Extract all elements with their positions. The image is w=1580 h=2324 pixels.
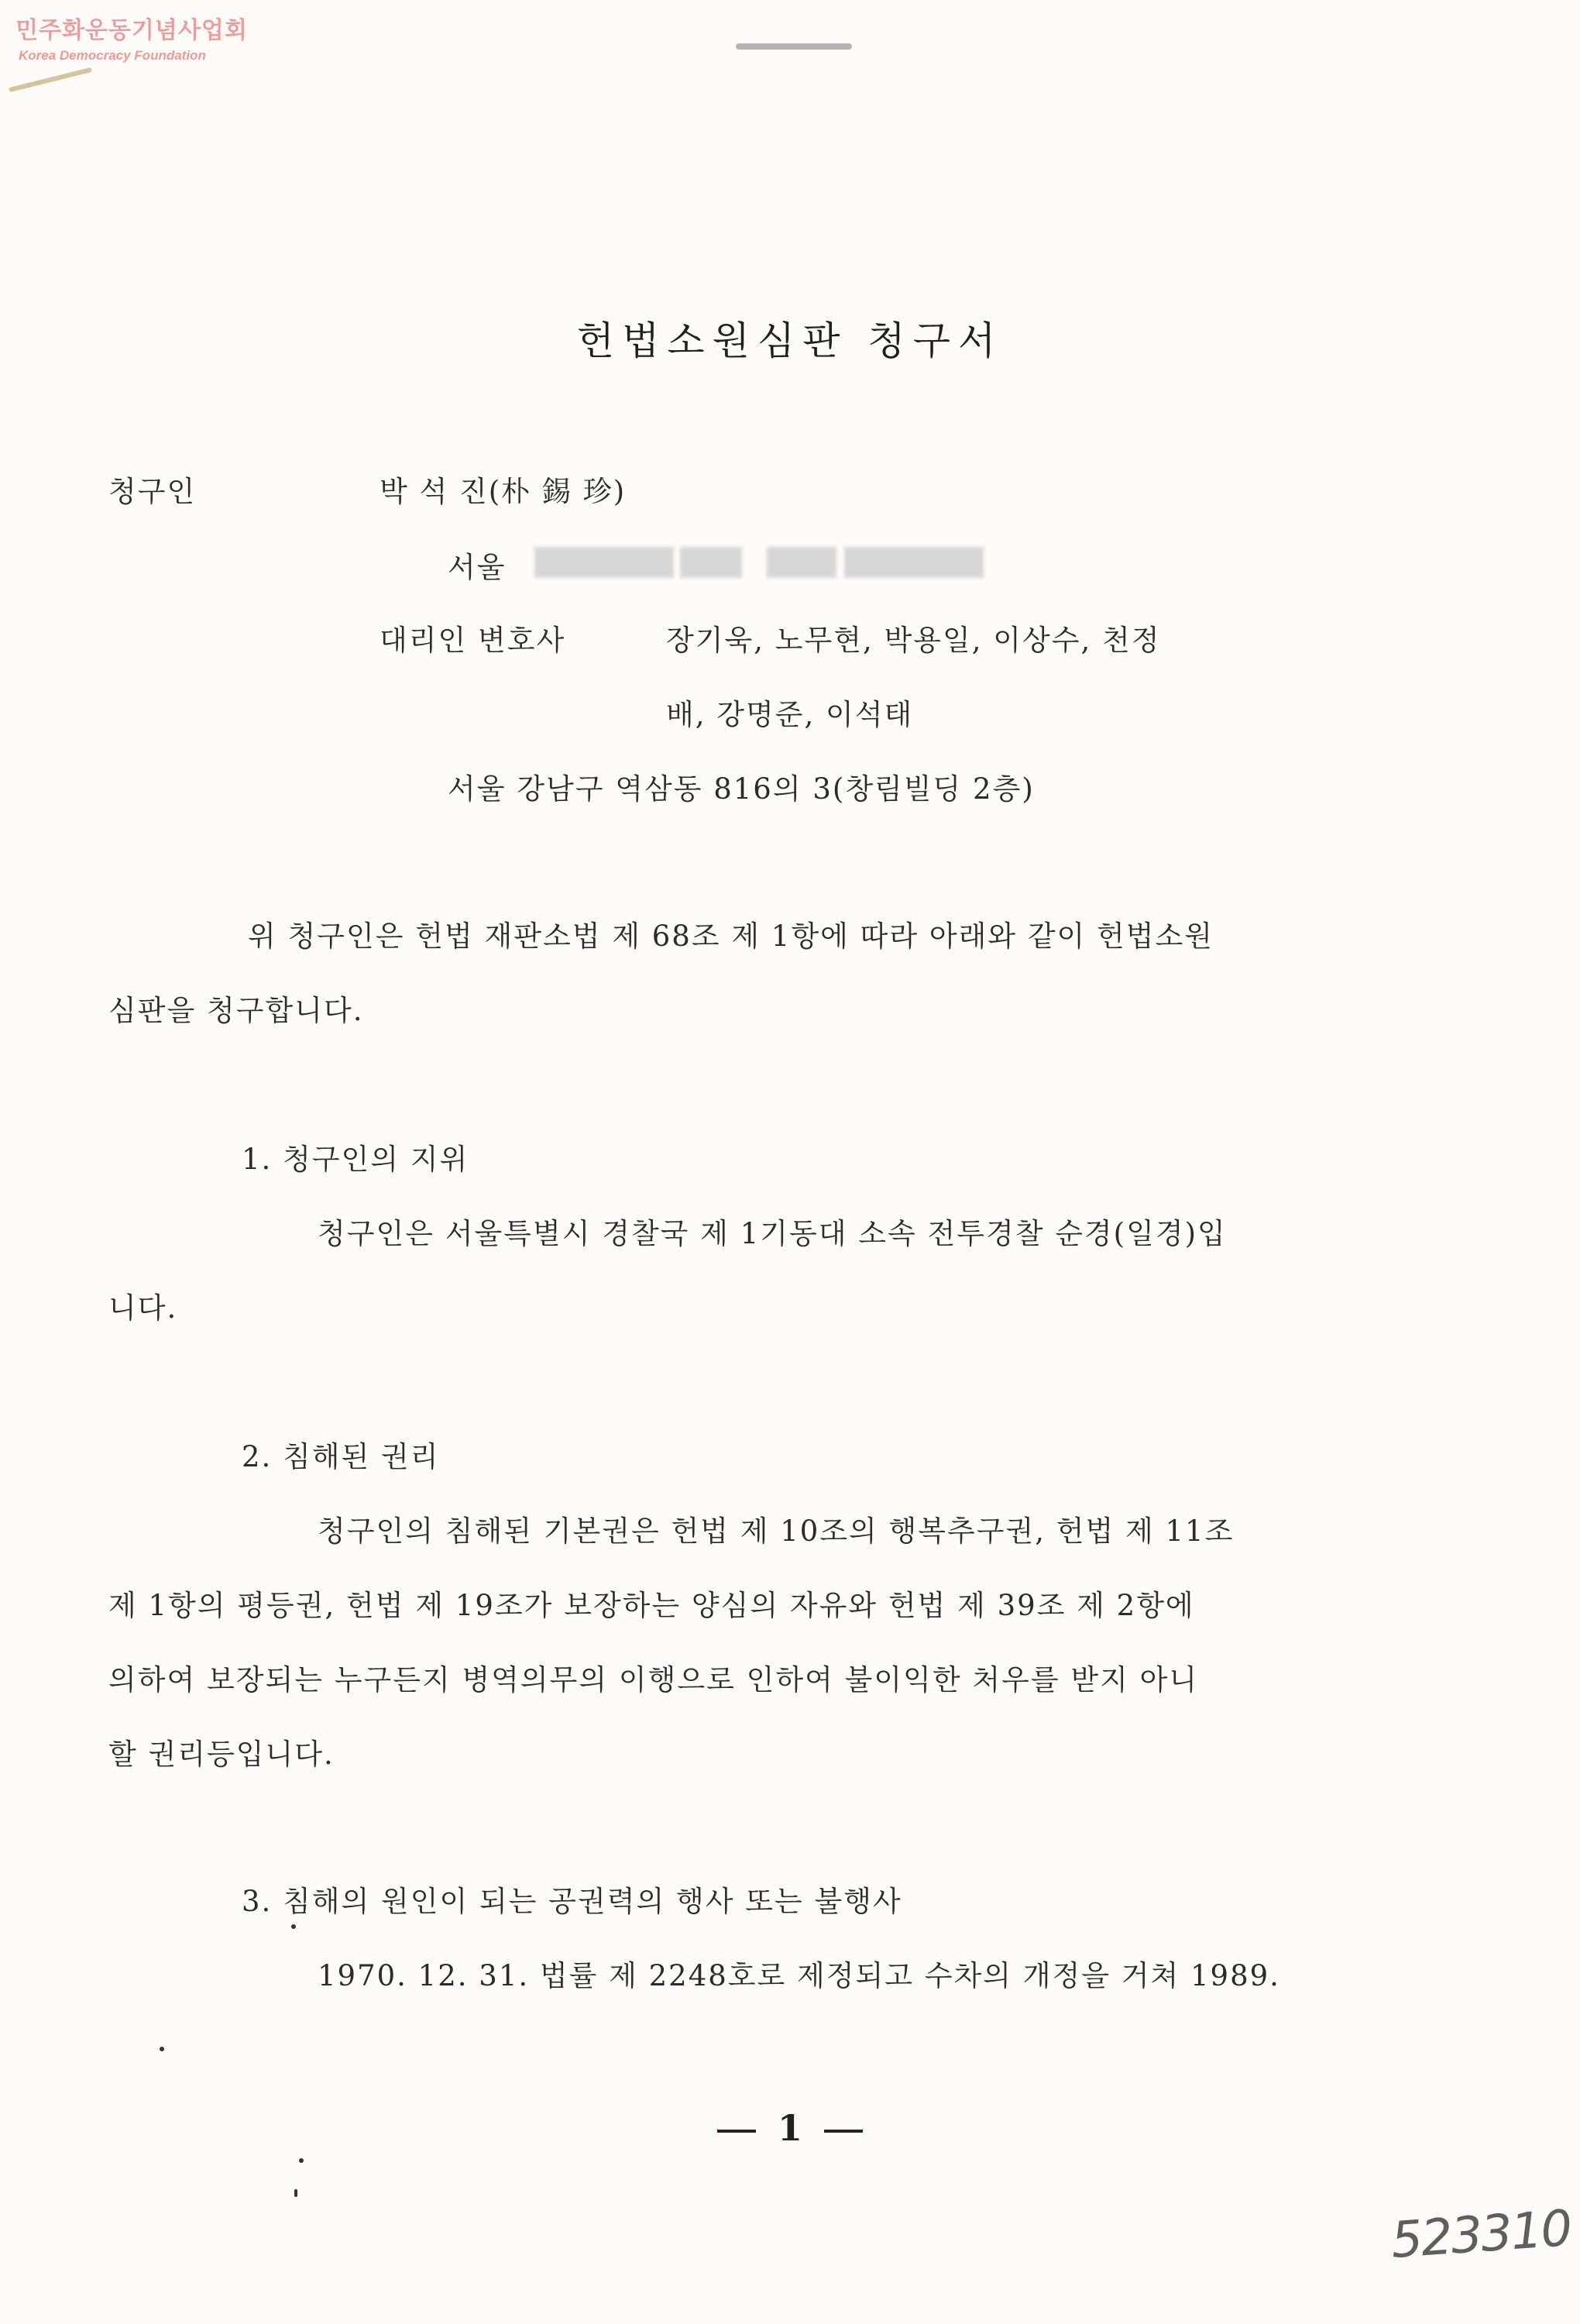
watermark-english: Korea Democracy Foundation — [19, 48, 206, 63]
section1-heading: 1. 청구인의 지위 — [242, 1143, 469, 1176]
scan-speck — [299, 2158, 304, 2163]
redacted-address-part — [680, 547, 742, 578]
section2-line: 제 1항의 평등권, 헌법 제 19조가 보장하는 양심의 자유와 헌법 제 39조 제 2항에 — [108, 1589, 1195, 1622]
scan-speck — [294, 2189, 297, 2197]
intro-line: 심판을 청구합니다. — [108, 994, 364, 1027]
page-number-value: 1 — [777, 2107, 802, 2149]
section2-line: 청구인의 침해된 기본권은 헌법 제 10조의 행복추구권, 헌법 제 11조 — [318, 1514, 1235, 1548]
redacted-address-part — [534, 547, 674, 578]
scan-speck — [160, 2047, 164, 2051]
watermark-korean: 민주화운동기념사업회 — [15, 17, 248, 44]
petitioner-label: 청구인 — [108, 475, 197, 508]
document-title: 헌법소원심판 청구서 — [576, 318, 1004, 363]
representatives-address: 서울 강남구 역삼동 816의 3(창림빌딩 2층) — [448, 772, 1035, 806]
representatives-line1: 장기욱, 노무현, 박용일, 이상수, 천정 — [666, 624, 1161, 657]
staple-mark — [9, 67, 92, 92]
scan-speck — [291, 1924, 296, 1929]
redacted-address-part — [767, 547, 836, 578]
representatives-label: 대리인 변호사 — [380, 624, 566, 657]
dash-right — [824, 2130, 863, 2133]
section1-line: 니다. — [108, 1291, 178, 1325]
redacted-address-part — [844, 547, 984, 578]
top-scratch-mark — [736, 43, 852, 50]
archive-number-stamp: 523310 — [1389, 2199, 1573, 2271]
section3-heading: 3. 침해의 원인이 되는 공권력의 행사 또는 불행사 — [242, 1885, 902, 1918]
petitioner-address: 서울 — [448, 551, 507, 584]
section1-line: 청구인은 서울특별시 경찰국 제 1기동대 소속 전투경찰 순경(일경)입 — [318, 1217, 1227, 1250]
section2-line: 의하여 보장되는 누구든지 병역의무의 이행으로 인하여 불이익한 처우를 받지 아니 — [108, 1663, 1199, 1697]
dash-left — [717, 2130, 756, 2133]
petitioner-name: 박 석 진(朴 錫 珍) — [380, 475, 627, 508]
section2-heading: 2. 침해된 권리 — [242, 1440, 440, 1473]
intro-line: 위 청구인은 헌법 재판소법 제 68조 제 1항에 따라 아래와 같이 헌법소원 — [248, 920, 1214, 953]
section2-line: 할 권리등입니다. — [108, 1738, 335, 1771]
representatives-line2: 배, 강명준, 이석태 — [666, 698, 914, 731]
section3-line: 1970. 12. 31. 법률 제 2248호로 제정되고 수차의 개정을 거쳐 1989. — [318, 1959, 1280, 1992]
page-number — [0, 2107, 1580, 2149]
